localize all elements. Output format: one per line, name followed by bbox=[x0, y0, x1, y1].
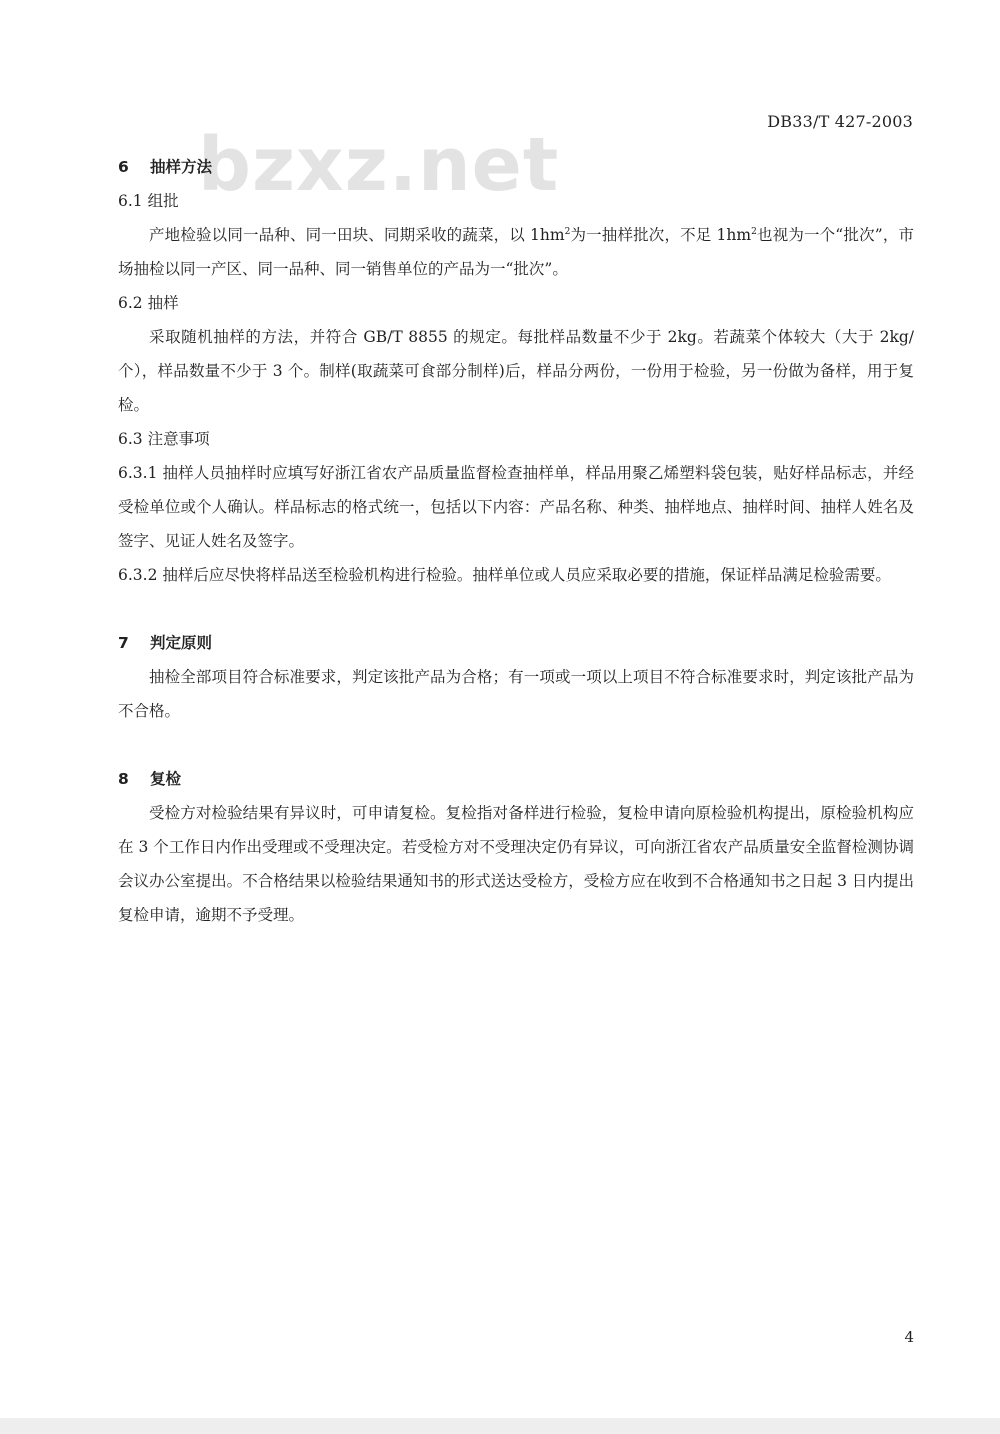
section-7-heading bbox=[118, 626, 914, 660]
section-6-heading bbox=[118, 150, 914, 184]
section-6-title: 抽样方法 bbox=[150, 158, 213, 176]
section-6-3-1-paragraph: 6.3.1 抽样人员抽样时应填写好浙江省农产品质量监督检查抽样单，样品用聚乙烯塑料袋包装，贴好样品标志，并经受检单位或个人确认。样品标志的格式统一，包括以下内容：产品名称、种类、抽样地点、抽样时间、抽样人姓名及签字、见证人姓名及签字。 bbox=[118, 464, 914, 550]
section-8-heading bbox=[118, 762, 914, 796]
section-6-1-text-a: 产地检验以同一品种、同一田块、同期采收的蔬菜，以 1hm bbox=[149, 226, 565, 244]
section-6-3-2-paragraph: 6.3.2 抽样后应尽快将样品送至检验机构进行检验。抽样单位或人员应采取必要的措施，保证样品满足检验需要。 bbox=[118, 566, 891, 584]
viewer-bottom-strip bbox=[0, 1418, 1000, 1434]
section-6-1-text-c: 也视为一个“批次”，市场抽检以同一产区、同一品种、同一销售单位的产品为一“批次”。 bbox=[118, 226, 914, 278]
document-code: DB33/T 427-2003 bbox=[767, 112, 913, 131]
section-6-1-paragraph bbox=[118, 218, 914, 286]
superscript-2: 2 bbox=[751, 226, 757, 237]
section-7-paragraph: 抽检全部项目符合标准要求，判定该批产品为合格；有一项或一项以上项目不符合标准要求时，判定该批产品为不合格。 bbox=[118, 668, 914, 720]
section-6-1-text-b: 为一抽样批次，不足 1hm bbox=[570, 226, 752, 244]
section-8-paragraph: 受检方对检验结果有异议时，可申请复检。复检指对备样进行检验，复检申请向原检验机构提出，原检验机构应在 3 个工作日内作出受理或不受理决定。若受检方对不受理决定仍有异议，可向浙江省农产品质量安全监督检测协调会议办公室提出。不合格结果以检验结果通知书的形式送达受检方，受检方应在收到不合格通知书之日起 3 日内提出复检申请，逾期不予受理。 bbox=[118, 804, 914, 924]
section-8-title: 复检 bbox=[150, 770, 182, 788]
watermark-text: bzxz.net bbox=[198, 122, 560, 208]
section-6-number: 6 bbox=[118, 158, 129, 176]
page-number: 4 bbox=[904, 1328, 914, 1346]
section-7-number: 7 bbox=[118, 634, 129, 652]
section-6-2-heading: 6.2 抽样 bbox=[118, 294, 179, 312]
section-spacer bbox=[118, 728, 914, 762]
section-6-3-heading: 6.3 注意事项 bbox=[118, 430, 210, 448]
section-8-number: 8 bbox=[118, 770, 129, 788]
superscript-2: 2 bbox=[564, 226, 571, 237]
section-spacer bbox=[118, 592, 914, 626]
section-6-2-paragraph: 采取随机抽样的方法，并符合 GB/T 8855 的规定。每批样品数量不少于 2kg。若蔬菜个体较大（大于 2kg/个），样品数量不少于 3 个。制样(取蔬菜可食部分制样)后，样品分两份，一份用于检验，另一份做为备样，用于复检。 bbox=[118, 328, 914, 414]
section-6-1-heading: 6.1 组批 bbox=[118, 192, 179, 210]
section-7-title: 判定原则 bbox=[150, 634, 213, 652]
document-body bbox=[118, 150, 914, 932]
